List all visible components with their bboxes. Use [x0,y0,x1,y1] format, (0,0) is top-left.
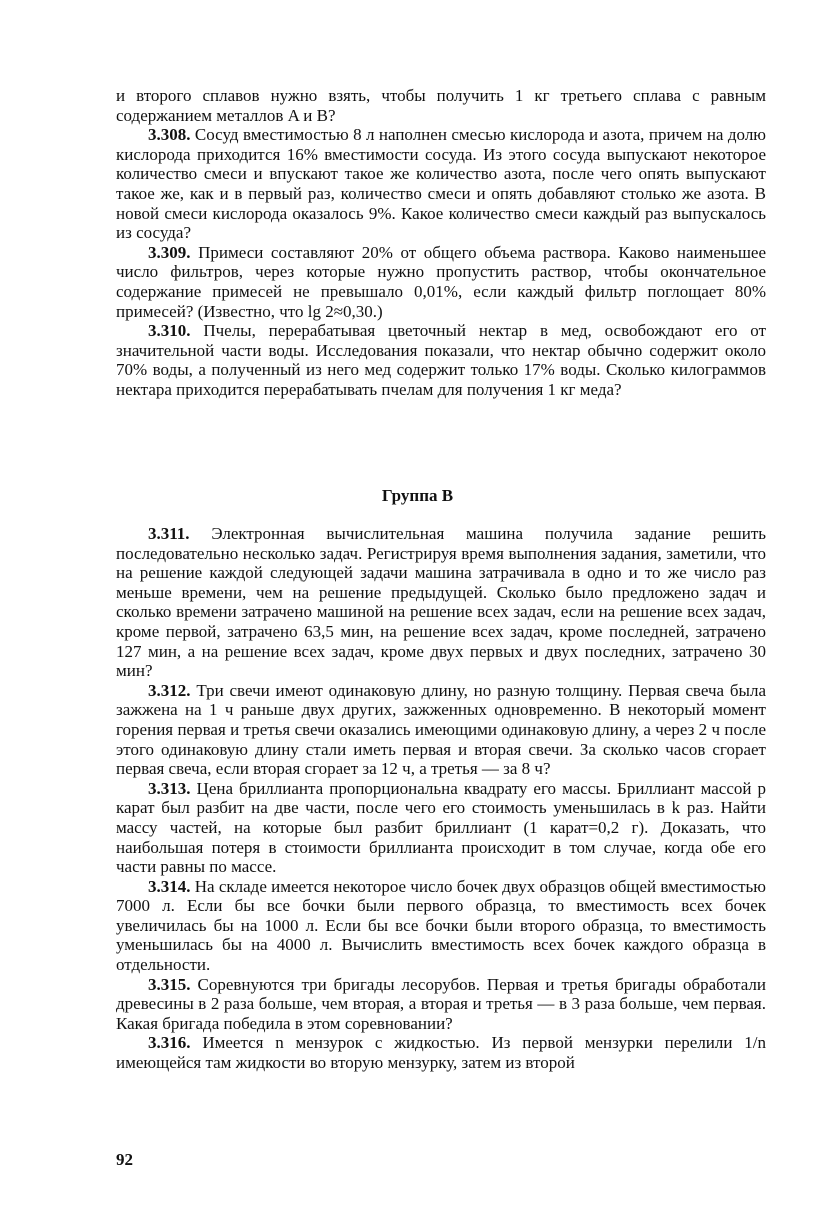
problem-text: Пчелы, перерабатывая цветочный нектар в мед, освобождают его от значительной части воды. Исследования показали, что нектар обычно содержит около 70% воды, а полученный из него мед содержит только 17% воды. Сколько килограммов нектара приходится перерабатывать пчелам для получения 1 кг меда? [116,321,767,399]
problem-number: 3.311. [148,524,190,543]
bottom-block [116,524,766,1073]
problem-number: 3.310. [148,321,191,341]
problem-text: Примеси составляют 20% от общего объема раствора. Каково наименьшее число фильтров, через которые нужно пропустить раствор, чтобы окончательное содержание примесей не превышало 0,01%, если каждый фильтр поглощает 80% примесей? (Известно, что lg 2≈0,30.) [116,242,766,321]
problem-text: Соревнуются три бригады лесорубов. Первая и третья бригады обработали древесины в 2 раза больше, чем вторая, а вторая и третья — в 3 раза больше, чем первая. Какая бригада победила в этом соревновании? [116,974,766,1033]
problem-text: Сосуд вместимостью 8 л наполнен смесью кислорода и азота, причем на долю кислорода приходится 16% вместимости сосуда. Из этого сосуда выпускают некоторое количество смеси и впускают такое же количество азота, после чего опять выпускают такое же, как и в первый раз, количество смеси и опять добавляют столько же азота. В новой смеси кислорода оказалось 9%. Какое количество смеси каждый раз выпускалось из сосуда? [116,125,766,243]
problem-number: 3.309. [148,242,191,262]
problem-3-309 [116,243,766,321]
problem-text: Электронная вычислительная машина получила задание решить последовательно несколько задач. Регистрируя время выполнения задания, заметили, что на решение каждой следующей задачи машина затрачивала в одно и то же число раз меньше времени, чем на решение предыдущей. Сколько было предложено задач и сколько времени затрачено машиной на решение всех задач, если на решение всех задач, кроме первой, затрачено 63,5 мин, на решение всех задач, кроме последней, затрачено 127 мин, а на решение всех задач, кроме двух первых и двух последних, затрачено 30 мин? [116,524,767,681]
problem-number: 3.313. [148,778,191,798]
top-block [116,86,766,400]
page-number: 92 [116,1150,133,1169]
problem-text: На складе имеется некоторое число бочек двух образцов общей вместимостью 7000 л. Если бы все бочки были первого образца, то вместимость всех бочек увеличилась бы на 1000 л. Если бы все бочки были второго образца, то вместимость уменьшилась бы на 4000 л. Вычислить вместимость всех бочек каждого образца в отдельности. [116,876,767,975]
problem-number: 3.314. [148,876,191,896]
problem-3-314 [116,877,766,975]
problem-3-312 [116,681,766,779]
problem-3-313 [116,779,766,877]
problem-3-315 [116,975,766,1034]
problem-3-308 [116,125,766,243]
problem-number: 3.312. [148,680,191,700]
problem-text: Имеется n мензурок с жидкостью. Из первой мензурки перелили 1/n имеющейся там жидкости во вторую мензурку, затем из второй [116,1033,767,1073]
problem-number: 3.315. [148,974,191,994]
problem-3-310 [116,321,766,399]
section-heading: Группа В [381,486,454,505]
problem-text: Цена бриллианта пропорциональна квадрату его массы. Бриллиант массой p карат был разбит на две части, после чего его стоимость уменьшилась в k раз. Найти массу частей, на которые был разбит бриллиант (1 карат=0,2 г). Доказать, что наибольшая потеря в стоимости бриллианта происходит в том случае, когда обе его части равны по массе. [116,778,767,877]
problem-3-316 [116,1033,766,1072]
problem-number: 3.308. [148,125,191,145]
problem-number: 3.316. [148,1033,191,1053]
problem-text: Три свечи имеют одинаковую длину, но разную толщину. Первая свеча была зажжена на 1 ч раньше двух других, зажженных одновременно. В некоторый момент горения первая и третья свечи оказались имеющими одинаковую длину, а через 2 ч после этого одинаковую длину стали иметь первая и вторая свечи. За сколько часов сгорает первая свеча, если вторая сгорает за 12 ч, а третья — за 8 ч? [116,680,767,779]
intro-paragraph: и второго сплавов нужно взять, чтобы получить 1 кг третьего сплава с равным содержанием металлов A и B? [116,86,766,125]
problem-3-311 [116,524,766,681]
